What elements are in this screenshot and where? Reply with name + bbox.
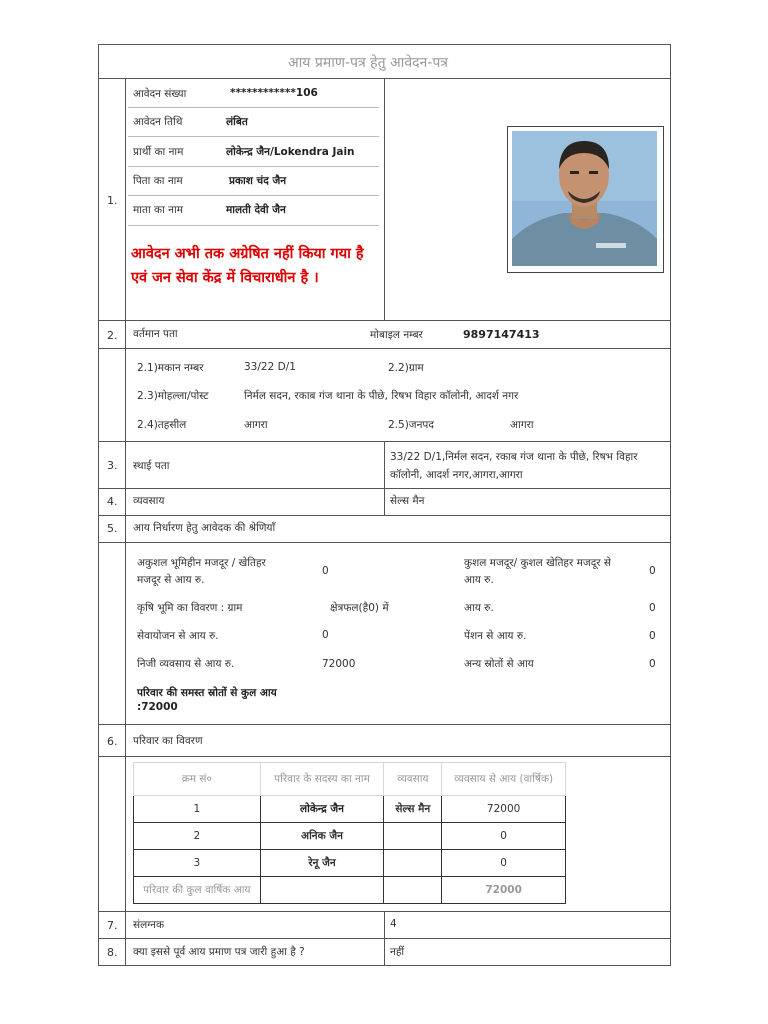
district-label: 2.5)जनपद (388, 419, 434, 431)
mother-name-label: माता का नाम (133, 204, 183, 216)
section-number: 4. (107, 495, 118, 508)
village-label: 2.2)ग्राम (388, 362, 424, 374)
skilled-income-value: 0 (649, 565, 656, 577)
other-income-label: अन्य स्रोतों से आय (464, 658, 534, 670)
family-total-label: परिवार की कुल वार्षिक आय (134, 877, 261, 904)
family-details-label: परिवार का विवरण (133, 735, 203, 747)
section-number: 2. (107, 329, 118, 342)
member-name-cell: रेनू जैन (260, 850, 384, 877)
permanent-address-line1: 33/22 D/1,निर्मल सदन, रकाब गंज थाना के पीछे, रिषभ विहार (390, 451, 638, 463)
column-divider (384, 441, 385, 515)
previous-certificate-label: क्या इससे पूर्व आय प्रमाण पत्र जारी हुआ है ? (133, 946, 305, 958)
mobile-value: 9897147413 (463, 328, 540, 341)
occupation-label: व्यवसाय (133, 495, 165, 507)
column-header: व्यवसाय से आय (वार्षिक) (442, 763, 566, 796)
locality-label: 2.3)मोहल्ला/पोस्ट (137, 390, 209, 402)
income-category-label: आय निर्धारण हेतु आवेदक की श्रेणियाँ (133, 522, 276, 534)
field-separator (128, 195, 379, 196)
skilled-income-label-line2: आय रु. (464, 574, 494, 586)
income-cell: 0 (442, 823, 566, 850)
row-divider (98, 724, 671, 725)
mobile-label: मोबाइल नम्बर (370, 329, 423, 341)
section-number: 8. (107, 946, 118, 959)
unskilled-income-label-line2: मजदूर से आय रु. (137, 574, 205, 586)
empty-cell (384, 877, 442, 904)
number-column-divider (125, 78, 126, 966)
agri-land-label: कृषि भूमि का विवरण : ग्राम (137, 602, 243, 614)
table-row (134, 796, 566, 823)
agri-income-label: आय रु. (464, 602, 494, 614)
district-value: आगरा (510, 419, 534, 431)
application-number-value: ************106 (230, 87, 318, 99)
permanent-address-label: स्थाई पता (133, 460, 170, 472)
empty-cell (260, 877, 384, 904)
family-table (133, 762, 566, 904)
row-divider (98, 756, 671, 757)
tehsil-label: 2.4)तहसील (137, 419, 187, 431)
section-number: 6. (107, 735, 118, 748)
father-name-label: पिता का नाम (133, 175, 183, 187)
income-cell: 72000 (442, 796, 566, 823)
tehsil-value: आगरा (244, 419, 268, 431)
service-income-value: 0 (322, 629, 329, 641)
current-address-label: वर्तमान पता (133, 328, 178, 340)
row-divider (98, 348, 671, 349)
column-header: व्यवसाय (384, 763, 442, 796)
occupation-cell: सेल्स मैन (384, 796, 442, 823)
applicant-photo-image (512, 131, 657, 266)
total-income-label: परिवार की समस्त स्रोतों से कुल आय (137, 687, 277, 699)
section-number: 1. (107, 194, 118, 207)
occupation-cell (384, 823, 442, 850)
service-income-label: सेवायोजन से आय रु. (137, 630, 219, 642)
area-label: क्षेत्रफल(है0) में (330, 602, 389, 614)
unskilled-income-value: 0 (322, 565, 329, 577)
member-name-cell: लोकेन्द्र जैन (260, 796, 384, 823)
pension-income-value: 0 (649, 630, 656, 642)
previous-certificate-value: नहीं (390, 946, 405, 958)
row-divider (98, 515, 671, 516)
field-separator (128, 225, 379, 226)
column-divider (384, 78, 385, 320)
father-name-value: प्रकाश चंद जैन (229, 175, 287, 187)
applicant-name-value: लोकेन्द्र जैन/Lokendra Jain (226, 146, 355, 158)
row-divider (98, 542, 671, 543)
section-number: 7. (107, 919, 118, 932)
permanent-address-line2: कॉलोनी, आदर्श नगर,आगरा,आगरा (390, 469, 523, 481)
occupation-value: सेल्स मैन (390, 495, 425, 507)
application-number-label: आवेदन संख्या (133, 88, 187, 100)
house-number-label: 2.1)मकान नम्बर (137, 362, 204, 374)
application-date-value: लंबित (226, 116, 248, 128)
serial-cell: 3 (134, 850, 261, 877)
family-total-value: 72000 (442, 877, 566, 904)
family-table-header (134, 763, 566, 796)
skilled-income-label-line1: कुशल मजदूर/ कुशल खेतिहर मजदूर से (464, 557, 612, 569)
business-income-value: 72000 (322, 658, 356, 670)
section-number: 3. (107, 459, 118, 472)
mother-name-value: मालती देवी जैन (226, 204, 286, 216)
occupation-cell (384, 850, 442, 877)
locality-value: निर्मल सदन, रकाब गंज थाना के पीछे, रिषभ विहार कॉलोनी, आदर्श नगर (244, 390, 519, 402)
section-number: 5. (107, 522, 118, 535)
member-name-cell: अनिक जैन (260, 823, 384, 850)
table-row (134, 823, 566, 850)
business-income-label: निजी व्यवसाय से आय रु. (137, 658, 235, 670)
status-notice: आवेदन अभी तक अग्रेषित नहीं किया गया है एवं जन सेवा केंद्र में विचाराधीन है । (131, 246, 364, 286)
agri-income-value: 0 (649, 602, 656, 614)
column-divider (384, 911, 385, 966)
attachments-value: 4 (390, 918, 397, 930)
total-income-value: :72000 (137, 701, 178, 713)
table-row (134, 850, 566, 877)
column-header: क्रम सं० (134, 763, 261, 796)
application-date-label: आवेदन तिथि (133, 116, 183, 128)
family-total-row (134, 877, 566, 904)
applicant-name-label: प्रार्थी का नाम (133, 146, 184, 158)
house-number-value: 33/22 D/1 (244, 361, 296, 373)
other-income-value: 0 (649, 658, 656, 670)
field-separator (128, 136, 379, 137)
attachments-label: संलग्नक (133, 919, 165, 931)
serial-cell: 2 (134, 823, 261, 850)
form-title: आय प्रमाण-पत्र हेतु आवेदन-पत्र (288, 55, 449, 71)
unskilled-income-label-line1: अकुशल भूमिहीन मजदूर / खेतिहर (137, 557, 266, 569)
income-cell: 0 (442, 850, 566, 877)
row-divider (98, 320, 671, 321)
column-header: परिवार के सदस्य का नाम (260, 763, 384, 796)
field-separator (128, 107, 379, 108)
pension-income-label: पेंशन से आय रु. (464, 630, 527, 642)
serial-cell: 1 (134, 796, 261, 823)
applicant-photo (507, 126, 664, 273)
field-separator (128, 166, 379, 167)
